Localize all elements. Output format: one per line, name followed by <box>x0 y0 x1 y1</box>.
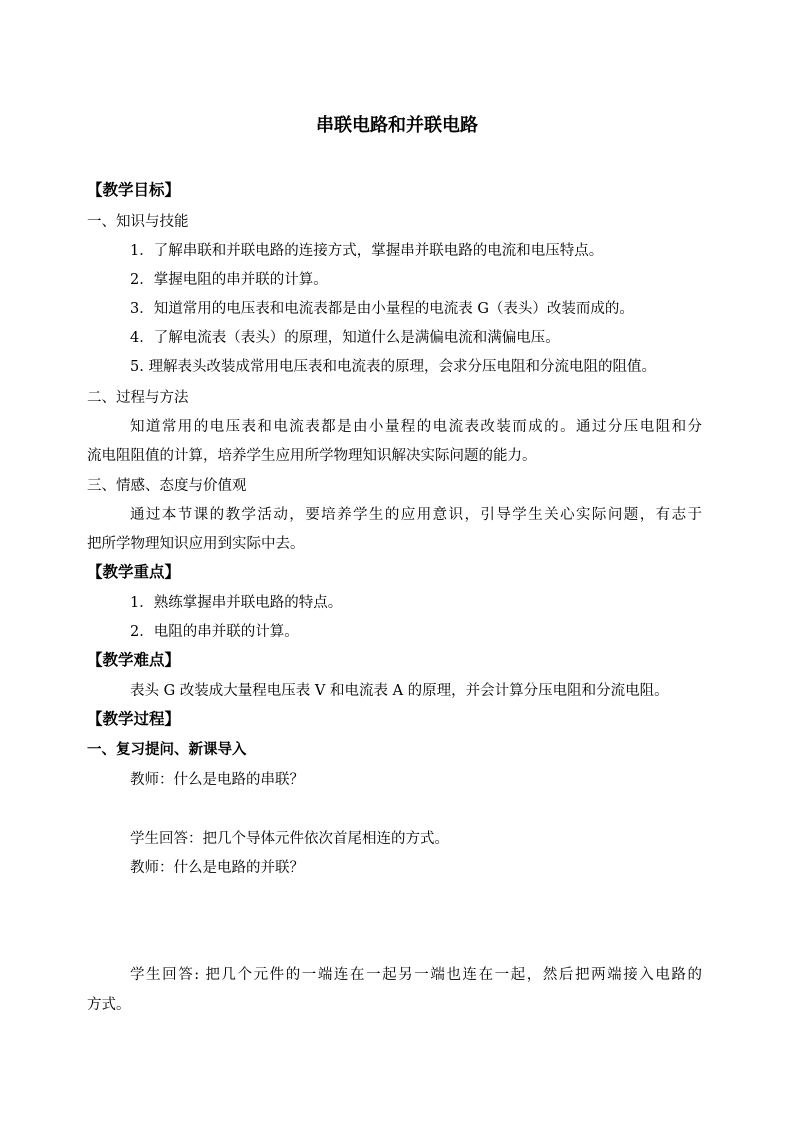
key-points-heading: 【教学重点】 <box>87 562 181 581</box>
knowledge-item-1: 1．了解串联和并联电路的连接方式，掌握串并联电路的电流和电压特点。 <box>130 243 604 259</box>
student-answer-2-line-1: 学生回答: 把几个元件的一端连在一起另一端也连在一起，然后把两端接入电路的 <box>130 967 702 983</box>
emotion-heading: 三、情感、态度与价值观 <box>87 478 247 494</box>
key-point-item-1: 1．熟练掌握串并联电路的特点。 <box>130 595 343 611</box>
knowledge-item-3: 3．知道常用的电压表和电流表都是由小量程的电流表 G（表头）改装而成的。 <box>130 301 634 317</box>
process-method-paragraph-line-2: 流电阻阻值的计算，培养学生应用所学物理知识解决实际问题的能力。 <box>87 448 537 464</box>
knowledge-item-4: 4．了解电流表（表头）的原理，知道什么是满偏电流和满偏电压。 <box>130 330 560 346</box>
knowledge-item-2: 2．掌握电阻的串并联的计算。 <box>130 272 328 288</box>
review-heading: 一、复习提问、新课导入 <box>87 741 247 758</box>
difficulties-heading: 【教学难点】 <box>87 650 181 669</box>
student-answer-2-line-2: 方式。 <box>87 997 131 1013</box>
key-point-item-2: 2．电阻的串并联的计算。 <box>130 624 299 640</box>
document-title: 串联电路和并联电路 <box>316 115 478 136</box>
knowledge-heading: 一、知识与技能 <box>87 214 189 230</box>
emotion-paragraph-line-1: 通过本节课的教学活动，要培养学生的应用意识，引导学生关心实际问题，有志于 <box>130 507 702 523</box>
difficulties-text: 表头 G 改装成大量程电压表 V 和电流表 A 的原理，并会计算分压电阻和分流电阻。 <box>130 683 669 699</box>
knowledge-item-5: 5. 理解表头改装成常用电压表和电流表的原理，会求分压电阻和分流电阻的阻值。 <box>130 359 656 375</box>
objectives-heading: 【教学目标】 <box>87 180 181 199</box>
teacher-question-1: 教师：什么是电路的串联？ <box>130 772 304 788</box>
emotion-paragraph-line-2: 把所学物理知识应用到实际中去。 <box>87 536 305 552</box>
student-answer-1: 学生回答：把几个导体元件依次首尾相连的方式。 <box>130 831 449 847</box>
process-method-heading: 二、过程与方法 <box>87 390 189 406</box>
teaching-process-heading: 【教学过程】 <box>87 709 181 728</box>
teacher-question-2: 教师：什么是电路的并联？ <box>130 860 304 876</box>
process-method-paragraph-line-1: 知道常用的电压表和电流表都是由小量程的电流表改装而成的。通过分压电阻和分 <box>130 419 702 435</box>
